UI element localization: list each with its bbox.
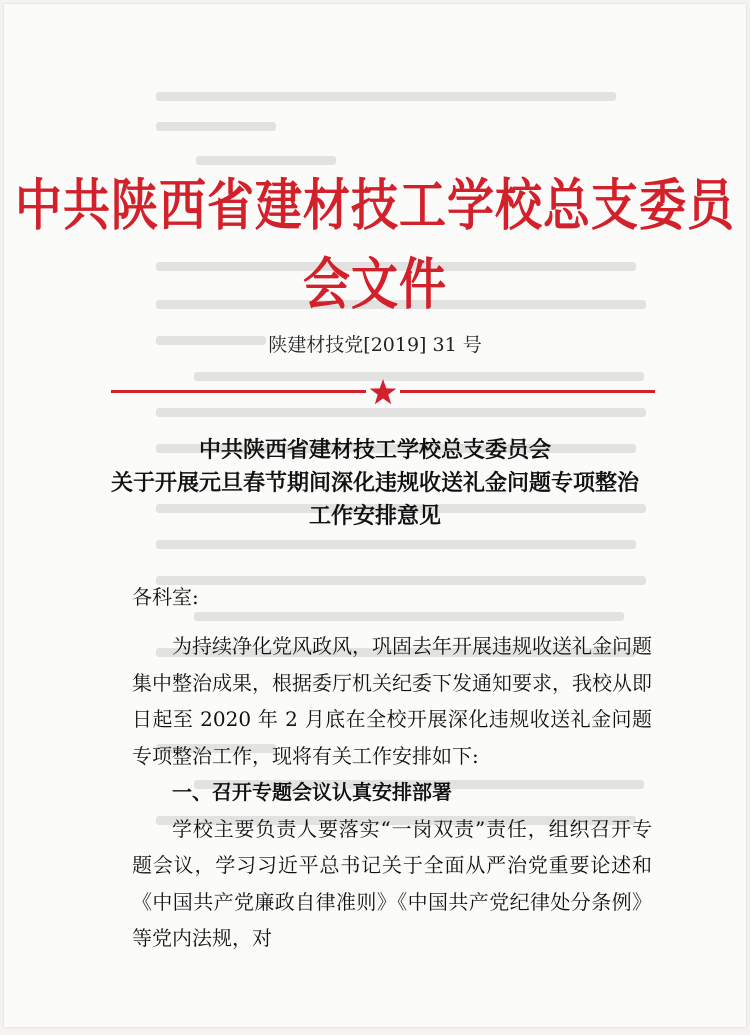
section-heading-1: 一、召开专题会议认真安排部署 [172, 780, 452, 804]
paragraph-1: 为持续净化党风政风，巩固去年开展违规收送礼金问题集中整治成果，根据委厅机关纪委下发通知要求，我校从即日起至 2020 年 2 月底在全校开展深化违规收送礼金问题专项整治工作，现将有关工作安排如下: [132, 634, 652, 768]
divider-line-left [111, 390, 366, 393]
document-title [4, 434, 746, 533]
salutation: 各科室: [132, 585, 199, 609]
star-icon [369, 378, 397, 406]
document-body [132, 628, 652, 957]
title-line-2: 关于开展元旦春节期间深化违规收送礼金问题专项整治 [110, 470, 639, 496]
divider-line-right [400, 390, 655, 393]
red-divider [111, 382, 655, 402]
paragraph-2: 学校主要负责人要落实“一岗双责”责任，组织召开专题会议，学习习近平总书记关于全面从严治党重要论述和《中国共产党廉政自律准则》《中国共产党纪律处分条例》等党内法规，对 [132, 816, 652, 950]
title-line-3: 工作安排意见 [308, 503, 441, 529]
header-title: 中共陕西省建材技工学校总支委员会文件 [15, 173, 735, 318]
title-line-1: 中共陕西省建材技工学校总支委员会 [198, 437, 551, 463]
document-page [4, 4, 746, 1027]
document-number: 陕建材技党[2019] 31 号 [268, 334, 482, 356]
